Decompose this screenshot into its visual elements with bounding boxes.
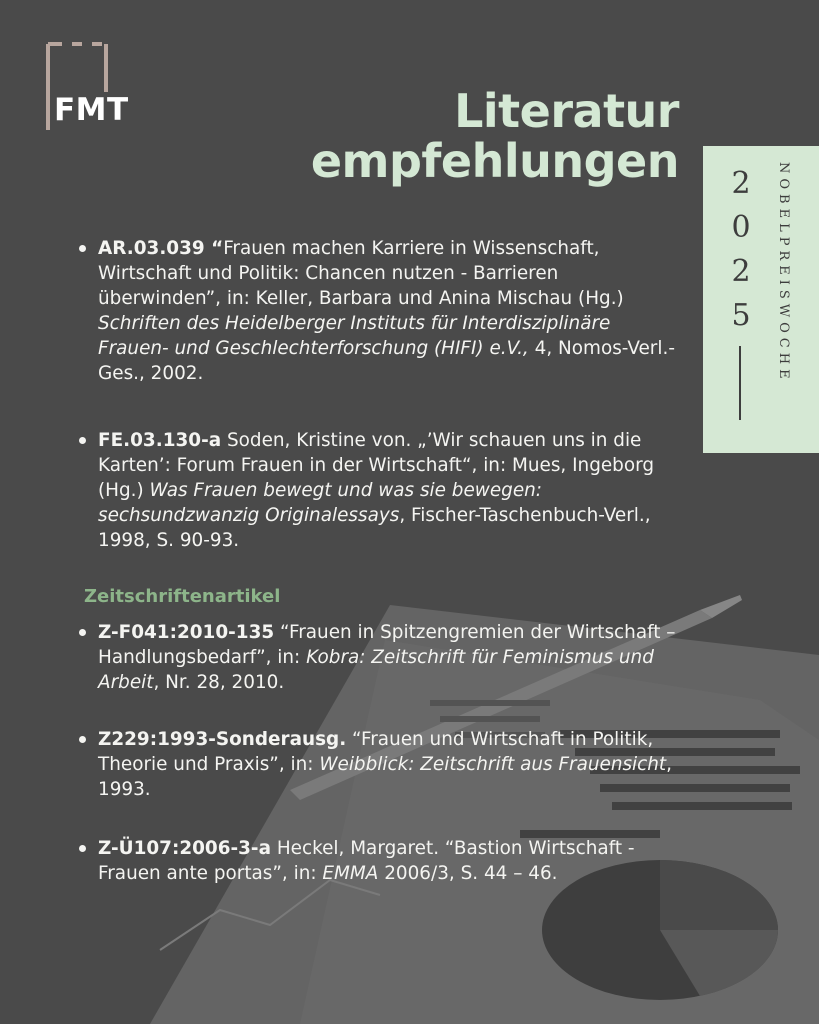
year-digit: 0 <box>731 210 751 245</box>
fmt-logo <box>44 42 139 130</box>
bullet <box>79 437 86 444</box>
bullet <box>79 245 86 252</box>
entry-title: Schriften des Heidelberger Instituts für Interdisziplinäre Frauen- und Geschlechterforschung (HIFI) e.V., <box>98 313 611 359</box>
call-number: Z229:1993-Sonderausg. <box>98 729 347 750</box>
bullet <box>79 845 86 852</box>
entry-title: Kobra: Zeitschrift für Feminismus und Arbeit <box>98 647 654 693</box>
entry-title: Was Frauen bewegt und was sie bewegen: sechsundzwanzig Originalessays <box>98 480 542 526</box>
entry-text: 4, Nomos-Verl.-Ges., 2002. <box>98 338 675 384</box>
page-title <box>311 86 679 186</box>
entry-title: EMMA <box>322 863 379 884</box>
event-name: NOBELPREISWOCHE <box>776 162 791 384</box>
logo-text: FMT <box>54 92 129 128</box>
entry-text: Soden, Kristine von. „’Wir schauen uns in die Karten’: Forum Frauen in der Wirtschaft“, in: Mues, Ingeborg (Hg.) <box>98 430 655 501</box>
list-item <box>98 836 676 886</box>
bullet <box>79 629 86 636</box>
call-number: Z-F041:2010-135 <box>98 622 275 643</box>
year-digit: 5 <box>731 298 751 333</box>
bullet <box>79 736 86 743</box>
entry-text: Heckel, Margaret. “Bastion Wirtschaft - Frauen ante portas”, in: <box>98 838 635 884</box>
entry-title: Weibblick: Zeitschrift aus Frauensicht <box>319 754 667 775</box>
entry-text: , Fischer-Taschenbuch-Verl., 1998, S. 90-93. <box>98 505 651 551</box>
call-number: FE.03.130-a <box>98 430 222 451</box>
year-digit: 2 <box>731 166 751 201</box>
list-item <box>98 236 676 386</box>
entry-text: Frauen machen Karriere in Wissenschaft, Wirtschaft und Politik: Chancen nutzen - Barrieren überwinden”, in: Keller, Barbara und Anina Mischau (Hg.) <box>98 238 624 309</box>
divider <box>739 346 741 420</box>
year <box>721 162 761 338</box>
title-line-1: Literatur <box>454 84 679 138</box>
entry-text: , 1993. <box>98 754 673 800</box>
list-item <box>98 428 676 553</box>
call-number: Z-Ü107:2006-3-a <box>98 838 271 859</box>
list-item <box>98 727 676 802</box>
year-digit: 2 <box>731 254 751 289</box>
section-heading: Zeitschriftenartikel <box>84 586 281 607</box>
title-line-2: empfehlungen <box>310 134 679 188</box>
entry-text: , Nr. 28, 2010. <box>153 672 285 693</box>
call-number: AR.03.039 “ <box>98 238 224 259</box>
entry-text: “Frauen in Spitzengremien der Wirtschaft – Handlungsbedarf”, in: <box>98 622 676 668</box>
year-panel <box>703 146 819 453</box>
entry-text: 2006/3, S. 44 – 46. <box>378 863 558 884</box>
list-item <box>98 620 676 695</box>
entry-text: “Frauen und Wirtschaft in Politik, Theorie und Praxis”, in: <box>98 729 654 775</box>
